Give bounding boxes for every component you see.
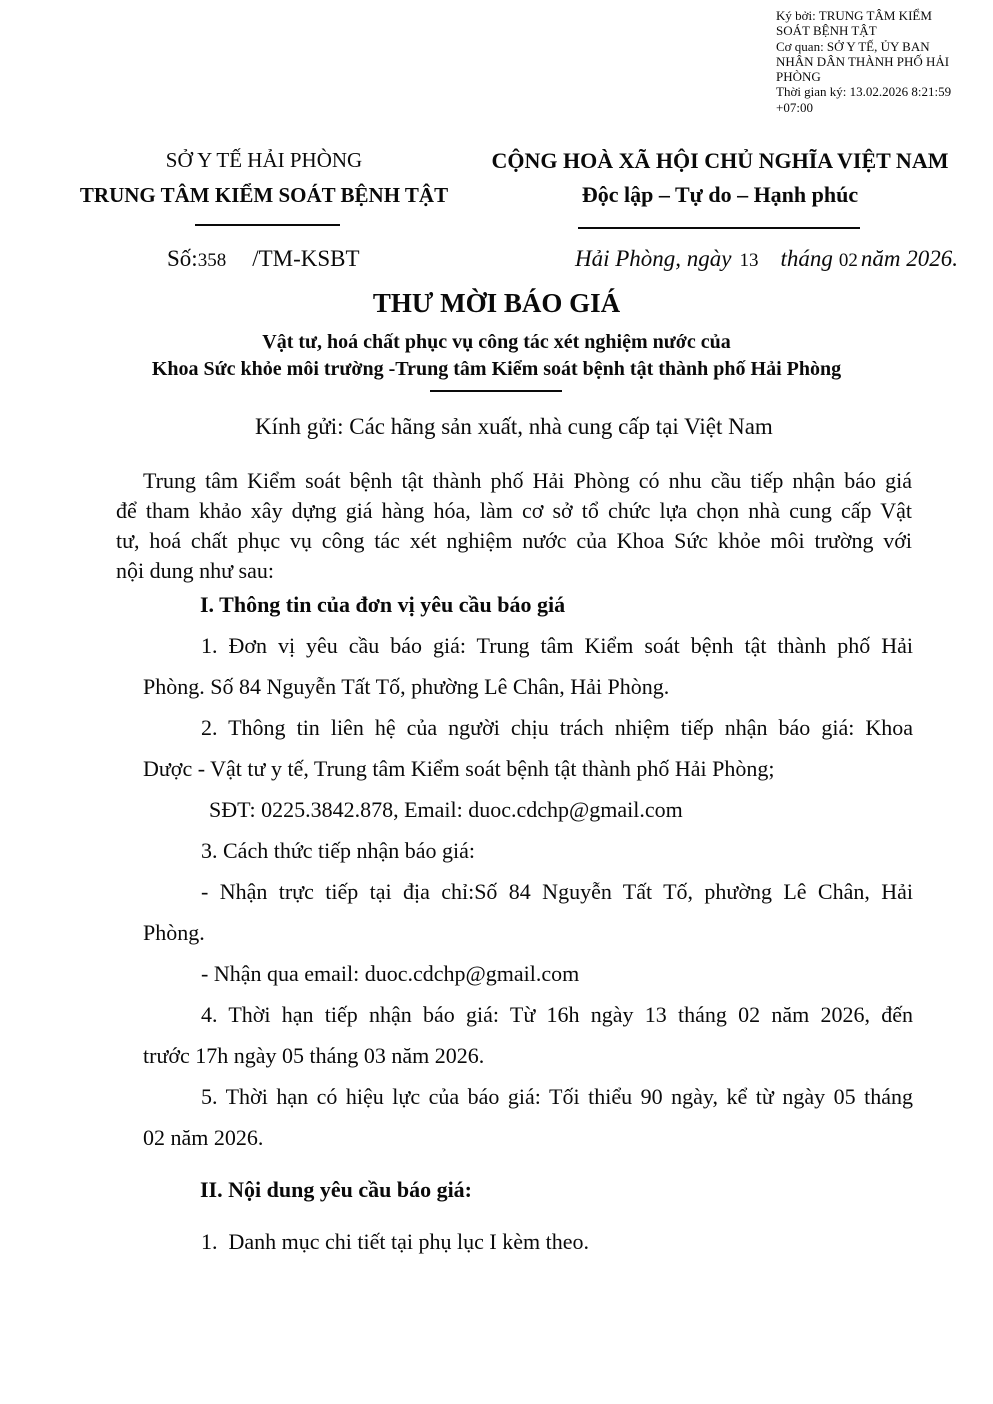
text-line: Phòng. Số 84 Nguyễn Tất Tố, phường Lê Chân, Hải Phòng.	[143, 674, 670, 699]
org-name: TRUNG TÂM KIỂM SOÁT BỆNH TẬT	[79, 183, 449, 207]
date-day: 13	[739, 250, 759, 271]
salutation: Kính gửi: Các hãng sản xuất, nhà cung cấp tại Việt Nam	[255, 414, 773, 439]
text-line: nội dung như sau:	[116, 558, 274, 583]
paragraph	[143, 871, 913, 953]
national-motto: Độc lập – Tự do – Hạnh phúc	[581, 182, 859, 207]
signature-block	[776, 8, 992, 115]
signature-line: SOÁT BỆNH TẬT	[776, 23, 877, 39]
text-line: II. Nội dung yêu cầu báo giá:	[200, 1177, 473, 1202]
date-month-label: tháng	[780, 246, 833, 271]
doc-number-suffix: /TM-KSBT	[252, 246, 360, 271]
text-line: - Nhận qua email: duoc.cdchp@gmail.com	[201, 961, 580, 986]
text-line: 1. Đơn vị yêu cầu báo giá: Trung tâm Kiểm soát bệnh tật thành phố Hải	[201, 633, 913, 658]
paragraph	[143, 1076, 913, 1158]
title-divider	[430, 390, 562, 392]
paragraph	[143, 1221, 913, 1262]
paragraph	[143, 789, 913, 830]
doc-subtitle-2: Khoa Sức khỏe môi trường -Trung tâm Kiểm soát bệnh tật thành phố Hải Phòng	[151, 358, 842, 380]
signature-line: NHÂN DÂN THÀNH PHỐ HẢI	[776, 53, 950, 69]
text-line: 02 năm 2026.	[143, 1125, 264, 1150]
text-line: 1. Danh mục chi tiết tại phụ lục I kèm theo.	[201, 1229, 589, 1254]
signature-line: PHÒNG	[776, 69, 821, 85]
date-place-prefix: Hải Phòng, ngày	[575, 246, 732, 271]
text-line: 4. Thời hạn tiếp nhận báo giá: Từ 16h ngày 13 tháng 02 năm 2026, đến	[201, 1002, 913, 1027]
signature-line: +07:00	[776, 99, 813, 115]
date-month: 02	[838, 250, 858, 271]
doc-title: THƯ MỜI BÁO GIÁ	[372, 288, 621, 318]
doc-subtitle-1: Vật tư, hoá chất phục vụ công tác xét nghiệm nước của	[262, 331, 731, 353]
text-line: để tham khảo xây dựng giá hàng hóa, làm cơ sở tổ chức lựa chọn nhà cung cấp Vật	[116, 498, 912, 523]
national-header-block	[478, 148, 962, 208]
motto-underline	[578, 227, 860, 229]
text-line: tư, hoá chất phục vụ công tác xét nghiệm nước của Khoa Sức khỏe môi trường với	[116, 528, 912, 553]
paragraph	[143, 953, 913, 994]
text-line: 3. Cách thức tiếp nhận báo giá:	[201, 838, 476, 863]
text-line: Phòng.	[143, 920, 205, 945]
text-line: trước 17h ngày 05 tháng 03 năm 2026.	[143, 1043, 485, 1068]
date-line	[575, 246, 958, 272]
org-name-underline	[195, 224, 340, 226]
text-line: Dược - Vật tư y tế, Trung tâm Kiểm soát bệnh tật thành phố Hải Phòng;	[143, 756, 775, 781]
text-line: I. Thông tin của đơn vị yêu cầu báo giá	[200, 592, 566, 617]
date-year: năm 2026.	[860, 246, 959, 271]
signature-line: Cơ quan: SỞ Y TẾ, ỦY BAN	[776, 38, 930, 54]
signature-line: Thời gian ký: 13.02.2026 8:21:59	[776, 84, 952, 100]
paragraph	[143, 625, 913, 707]
paragraph	[143, 584, 913, 625]
doc-number-label: Số:	[167, 246, 198, 271]
doc-number	[167, 246, 360, 272]
text-line: SĐT: 0225.3842.878, Email: duoc.cdchp@gmail.com	[209, 797, 683, 822]
signature-line: Ký bởi: TRUNG TÂM KIỂM	[776, 8, 932, 23]
text-line: 5. Thời hạn có hiệu lực của báo giá: Tối thiểu 90 ngày, kể từ ngày 05 tháng	[201, 1084, 913, 1109]
text-line: 2. Thông tin liên hệ của người chịu trách nhiệm tiếp nhận báo giá: Khoa	[201, 715, 913, 740]
text-line: - Nhận trực tiếp tại địa chỉ:Số 84 Nguyễn Tất Tố, phường Lê Chân, Hải	[201, 879, 913, 904]
sections-block	[143, 584, 913, 1262]
paragraph	[143, 830, 913, 871]
paragraph	[116, 466, 912, 586]
national-title: CỘNG HOÀ XÃ HỘI CHỦ NGHĨA VIỆT NAM	[491, 148, 949, 173]
doc-number-value: 358	[197, 250, 227, 271]
paragraph	[143, 994, 913, 1076]
issuing-org-block	[58, 148, 470, 208]
text-line: Trung tâm Kiểm soát bệnh tật thành phố Hải Phòng có nhu cầu tiếp nhận báo giá	[143, 468, 912, 493]
intro-paragraph-block	[116, 466, 912, 586]
parent-org-name: SỞ Y TẾ HẢI PHÒNG	[165, 148, 363, 172]
paragraph	[143, 707, 913, 789]
paragraph	[143, 1169, 913, 1210]
